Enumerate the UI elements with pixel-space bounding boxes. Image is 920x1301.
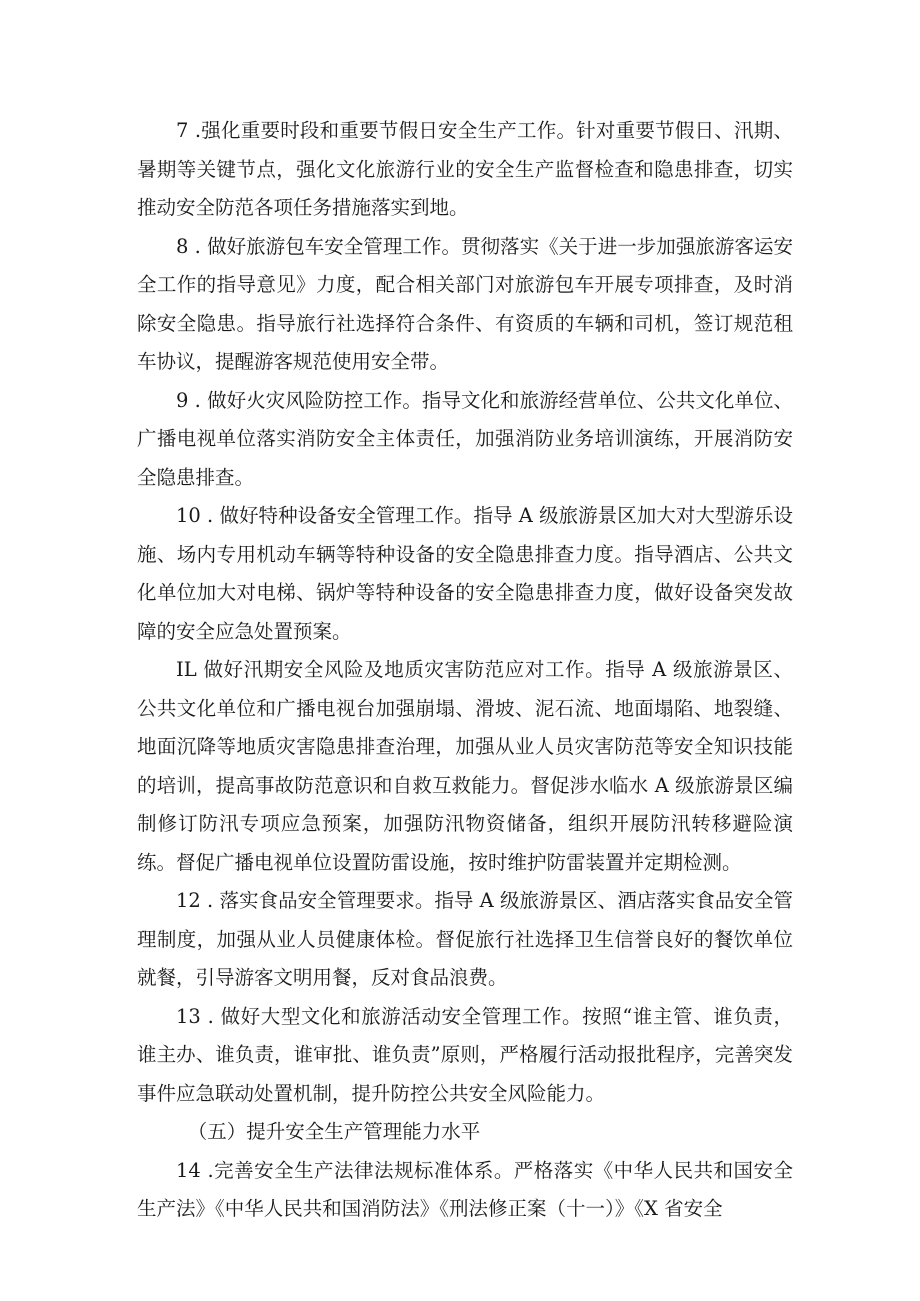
paragraph-9: 9 . 做好火灾风险防控工作。指导文化和旅游经营单位、公共文化单位、广播电视单位落实消防安全主体责任，加强消防业务培训演练，开展消防安全隐患排查。	[137, 388, 793, 489]
paragraph-7: 7 .强化重要时段和重要节假日安全生产工作。针对重要节假日、汛期、暑期等关键节点，强化文化旅游行业的安全生产监督检查和隐患排查，切实推动安全防范各项任务措施落实到地。	[137, 119, 793, 219]
paragraph-12: 12 . 落实食品安全管理要求。指导 A 级旅游景区、酒店落实食品安全管理制度，加强从业人员健康体检。督促旅行社选择卫生信誉良好的餐饮单位就餐，引导游客文明用餐，反对食品浪费。	[137, 889, 793, 989]
document-body	[137, 112, 793, 1229]
paragraph-10: 10 . 做好特种设备安全管理工作。指导 A 级旅游景区加大对大型游乐设施、场内专用机动车辆等特种设备的安全隐患排查力度。指导酒店、公共文化单位加大对电梯、锅炉等特种设备的安全隐患排查力度，做好设备突发故障的安全应急处置预案。	[137, 504, 793, 643]
section-heading: （五）提升安全生产管理能力水平	[187, 1120, 481, 1143]
paragraph-11: IL 做好汛期安全风险及地质灾害防范应对工作。指导 A 级旅游景区、公共文化单位和广播电视台加强崩塌、滑坡、泥石流、地面塌陷、地裂缝、地面沉降等地质灾害隐患排查治理，加强从业人员灾害防范等安全知识技能的培训，提高事故防范意识和自救互救能力。督促涉水临水 A 级旅游景区编制修订防汛专项应急预案，加强防汛物资储备，组织开展防汛转移避险演练。督促广播电视单位设置防雷设施，按时维护防雷装置并定期检测。	[137, 658, 793, 874]
paragraph-13: 13 . 做好大型文化和旅游活动安全管理工作。按照“谁主管、谁负责，谁主办、谁负责，谁审批、谁负责”原则，严格履行活动报批程序，完善突发事件应急联动处置机制，提升防控公共安全风险能力。	[137, 1004, 793, 1105]
paragraph-14: 14 .完善安全生产法律法规标准体系。严格落实《中华人民共和国安全生产法》《中华人民共和国消防法》《刑法修正案（十一）》《X 省安全	[137, 1158, 793, 1220]
paragraph-8: 8 . 做好旅游包车安全管理工作。贯彻落实《关于进一步加强旅游客运安全工作的指导意见》力度，配合相关部门对旅游包车开展专项排查，及时消除安全隐患。指导旅行社选择符合条件、有资质的车辆和司机，签订规范租车协议，提醒游客规范使用安全带。	[137, 234, 793, 373]
